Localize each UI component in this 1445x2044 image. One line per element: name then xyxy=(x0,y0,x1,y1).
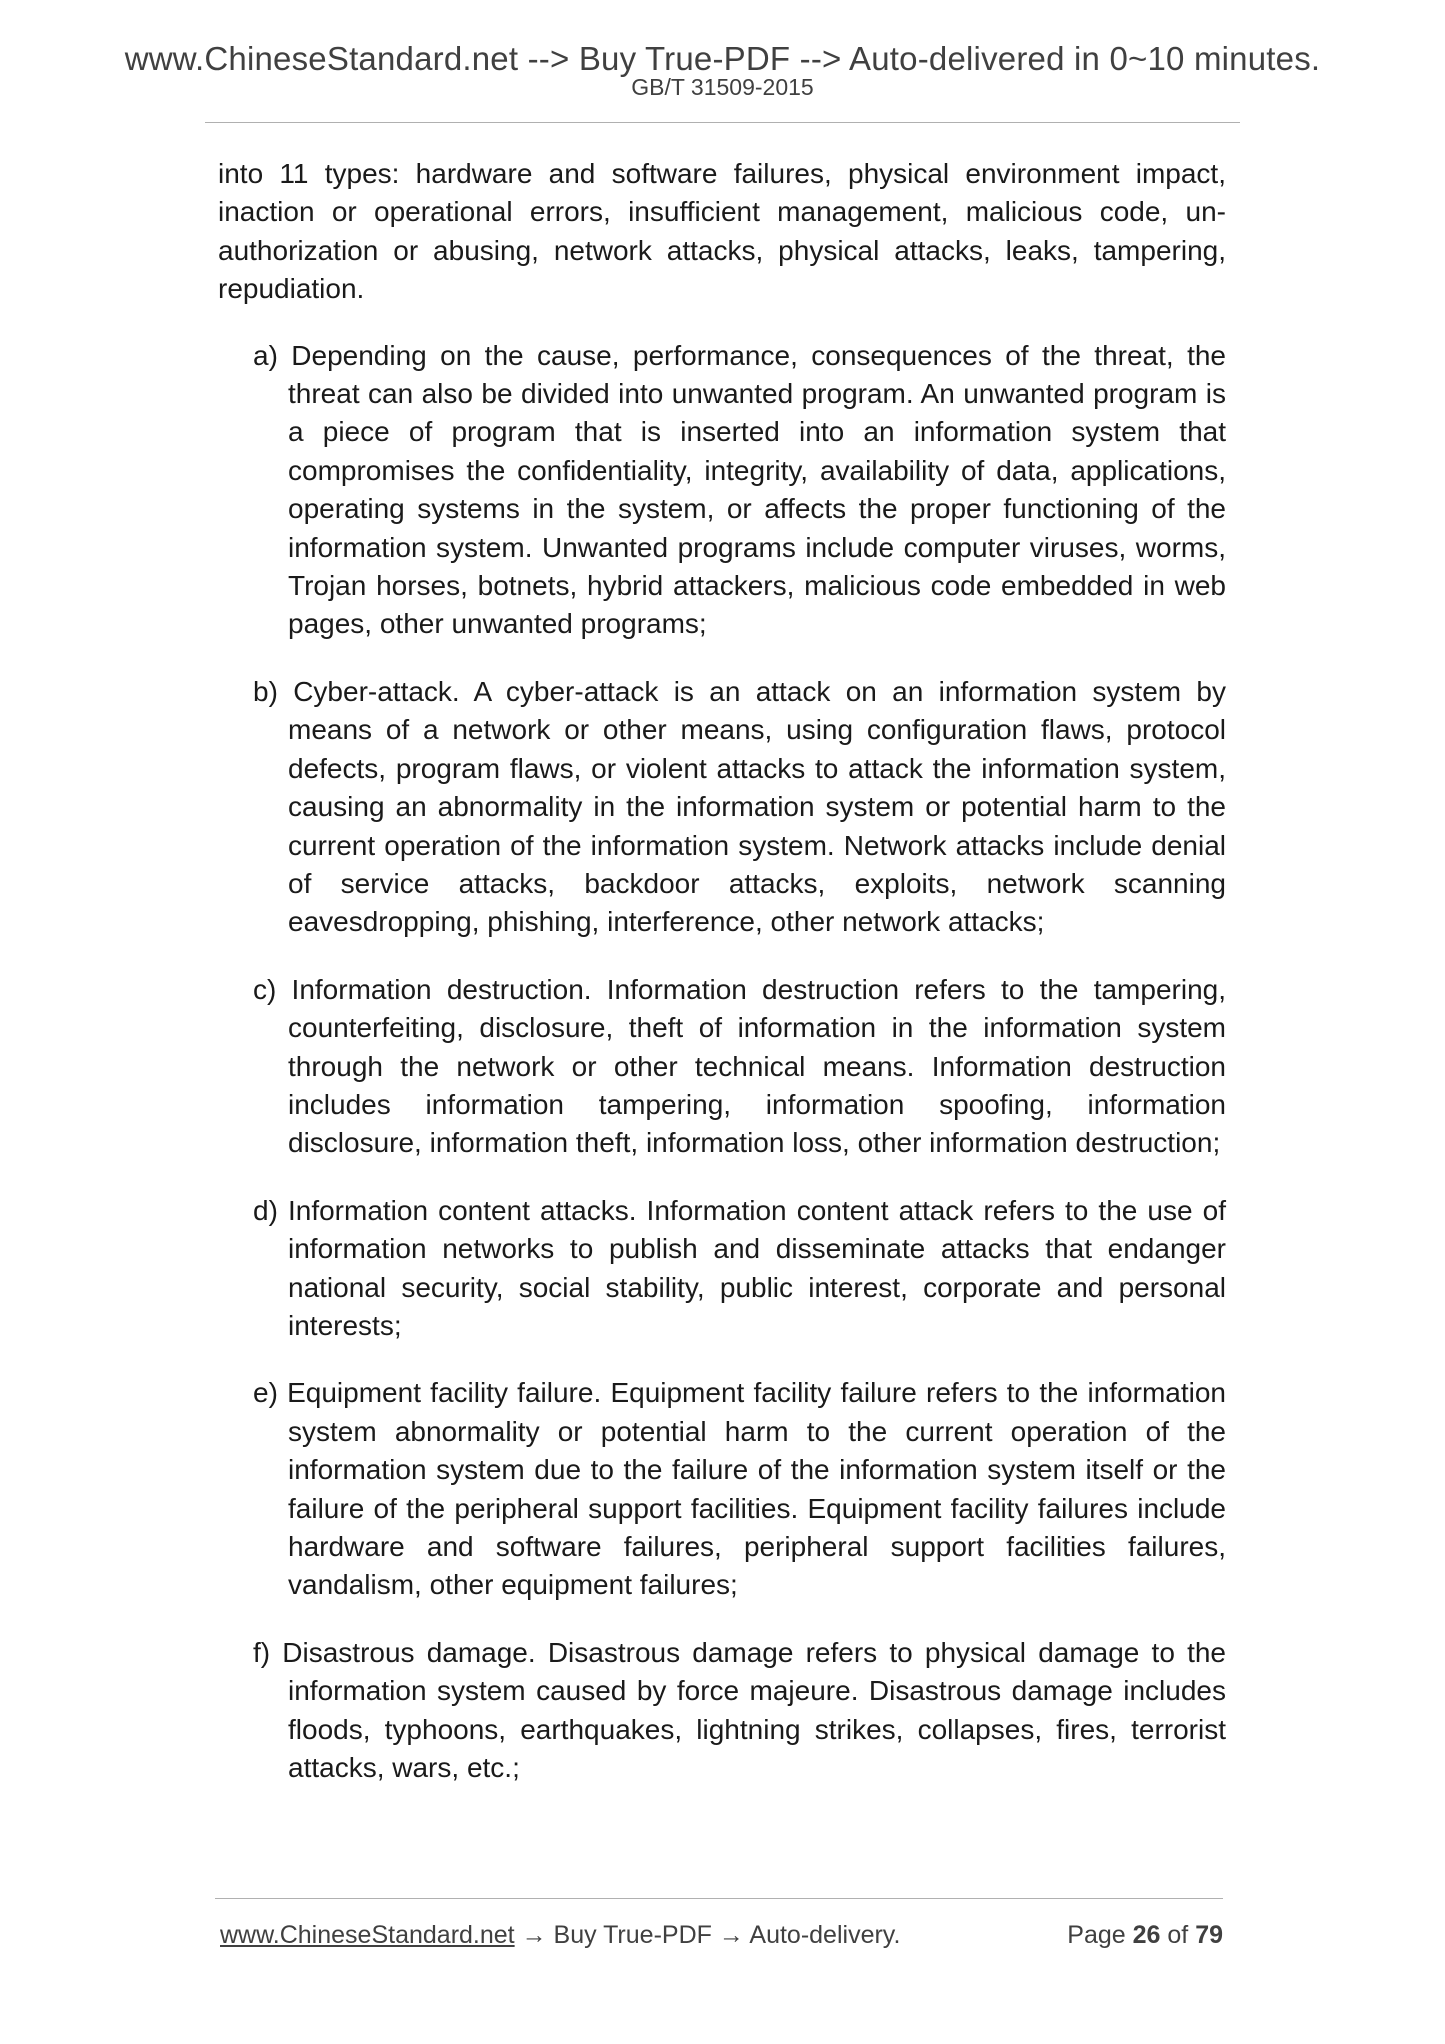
list-item-b: b) Cyber-attack. A cyber-attack is an attack on an information system by means of a network or other means, using configuration flaws, protocol defects, program flaws, or violent attacks to attack the information system, causing an abnormality in the information system or potential harm to the current operation of the information system. Network attacks include denial of service attacks, backdoor attacks, exploits, network scanning eavesdropping, phishing, interference, other network attacks; xyxy=(253,675,1226,938)
footer-promo xyxy=(220,1917,900,1953)
site-banner: www.ChineseStandard.net --> Buy True-PDF --> Auto-delivered in 0~10 minutes. xyxy=(124,40,1321,77)
threat-type-list xyxy=(218,337,1226,1788)
of-label: of xyxy=(1160,1921,1196,1949)
list-item-e: e) Equipment facility failure. Equipment facility failure refers to the information system abnormality or potential harm to the current operation of the information system due to the failure of the information system itself or the failure of the peripheral support facilities. Equipment facility failures include hardware and software failures, peripheral support facilities failures, vandalism, other equipment failures; xyxy=(253,1377,1226,1601)
page-content xyxy=(218,155,1226,1816)
page-footer xyxy=(220,1917,1225,1953)
list-item-d: d) Information content attacks. Information content attack refers to the use of information networks to publish and disseminate attacks that endanger national security, social stability, public interest, corporate and personal interests; xyxy=(253,1194,1226,1341)
page-number: 26 xyxy=(1132,1921,1161,1949)
header-divider xyxy=(205,122,1240,123)
site-link[interactable]: www.ChineseStandard.net xyxy=(220,1921,515,1949)
standard-code: GB/T 31509-2015 xyxy=(631,74,814,100)
list-item-a: a) Depending on the cause, performance, consequences of the threat, the threat can also be divided into unwanted program. An unwanted program is a piece of program that is inserted into an information system that compromises the confidentiality, integrity, availability of data, applications, operating systems in the system, or affects the proper functioning of the information system. Unwanted programs include computer viruses, worms, Trojan horses, botnets, hybrid attackers, malicious code embedded in web pages, other unwanted programs; xyxy=(253,339,1226,640)
intro-paragraph: into 11 types: hardware and software failures, physical environment impact, inaction or operational errors, insufficient management, malicious code, un-authorization or abusing, network attacks, physical attacks, leaks, tampering, repudiation. xyxy=(218,158,1226,305)
list-item-c: c) Information destruction. Information destruction refers to the tampering, counterfeiting, disclosure, theft of information in the information system through the network or other technical means. Information destruction includes information tampering, information spoofing, information disclosure, information theft, information loss, other information destruction; xyxy=(253,973,1226,1159)
list-item-f: f) Disastrous damage. Disastrous damage refers to physical damage to the information system caused by force majeure. Disastrous damage includes floods, typhoons, earthquakes, lightning strikes, collapses, fires, terrorist attacks, wars, etc.; xyxy=(253,1636,1226,1784)
page-total: 79 xyxy=(1195,1921,1223,1949)
footer-divider xyxy=(215,1898,1223,1899)
page-label: Page xyxy=(1067,1921,1133,1949)
footer-delivery-text: → Buy True-PDF → Auto-delivery. xyxy=(514,1921,901,1949)
page-indicator xyxy=(1067,1917,1223,1953)
